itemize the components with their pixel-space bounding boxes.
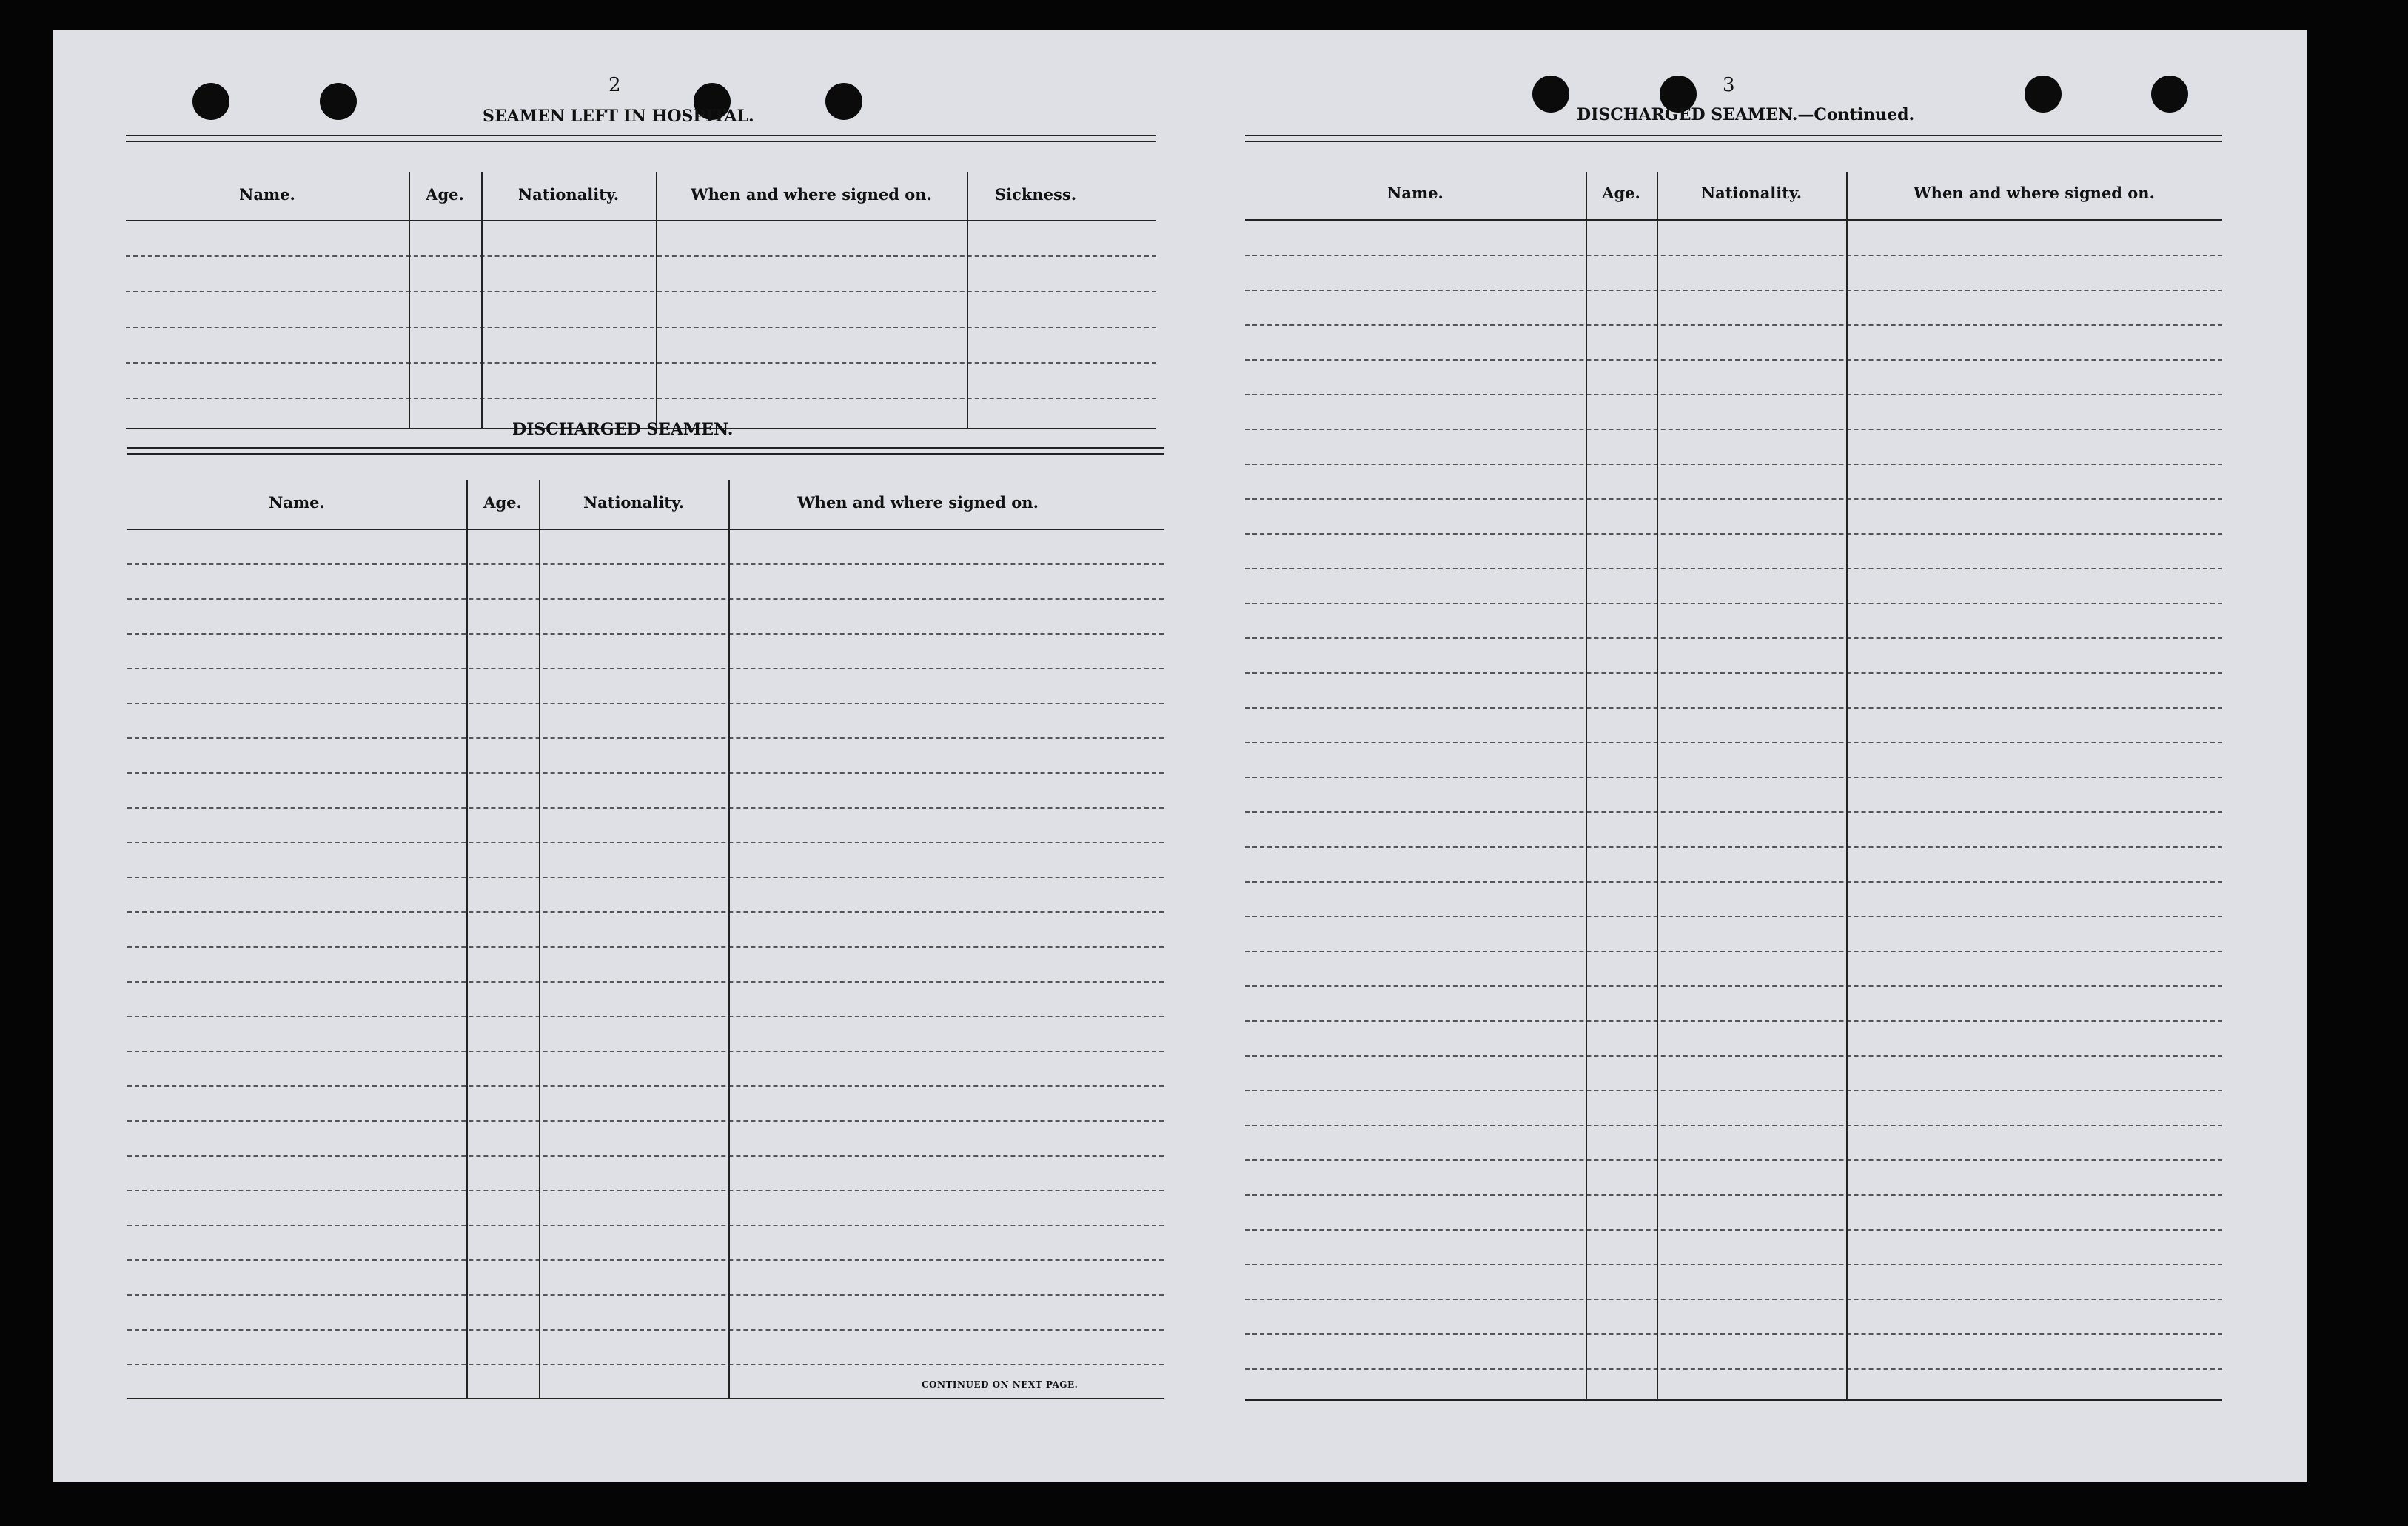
column-header: Age.	[483, 493, 522, 512]
discharged-table-left	[127, 447, 1164, 1402]
form-sheet	[53, 30, 2307, 1482]
column-header: When and where signed on.	[1914, 184, 2155, 202]
punch-hole	[1532, 76, 1569, 113]
column-header: Name.	[239, 185, 295, 204]
discharged-table-right	[1245, 135, 2222, 1410]
column-header: When and where signed on.	[797, 493, 1039, 512]
punch-hole	[825, 83, 862, 120]
discharged-continued-title: DISCHARGED SEAMEN.—Continued.	[1577, 105, 1915, 124]
column-header: Nationality.	[517, 185, 620, 204]
hospital-table	[126, 135, 1156, 431]
punch-hole	[2025, 76, 2062, 113]
column-header: Sickness.	[994, 185, 1077, 204]
page-number-right: 3	[1723, 74, 1735, 96]
page-number-left: 2	[608, 74, 621, 96]
punch-hole	[320, 83, 357, 120]
discharged-section-title: DISCHARGED SEAMEN.	[512, 420, 734, 439]
column-header: Nationality.	[1700, 184, 1802, 202]
hospital-section-title: SEAMEN LEFT IN HOSPITAL.	[483, 107, 754, 126]
punch-hole	[2151, 76, 2188, 113]
column-header: Name.	[269, 493, 325, 512]
column-header: Nationality.	[583, 493, 685, 512]
column-header: Name.	[1387, 184, 1443, 202]
column-header: When and where signed on.	[691, 185, 932, 204]
column-header: Age.	[1602, 184, 1640, 202]
continued-footer: CONTINUED ON NEXT PAGE.	[922, 1379, 1079, 1390]
punch-hole	[192, 83, 229, 120]
column-header: Age.	[426, 185, 464, 204]
